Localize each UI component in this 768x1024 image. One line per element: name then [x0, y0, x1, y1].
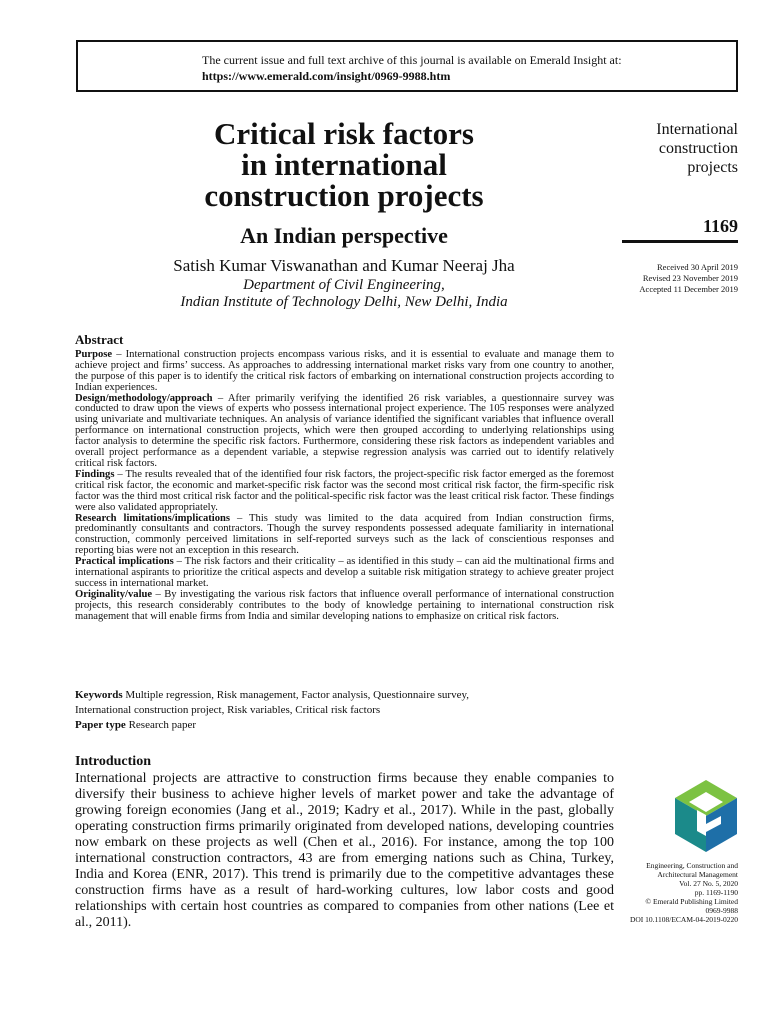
section-text: – By investigating the various risk factors that influence overall performance of international construction projects, this research considerably contributes to the body of knowledge pertaining to international construction risk management that will enable firms from India and similar developing nations to emphasize on critical risk factors. [75, 588, 614, 622]
received-date: Received 30 April 2019 [657, 262, 738, 272]
title-line: construction projects [204, 178, 484, 213]
abstract [75, 332, 615, 623]
title-line: Critical risk factors [214, 116, 474, 151]
journal-info-line: pp. 1169-1190 [694, 888, 738, 897]
journal-info-line: 0969-9988 [705, 906, 738, 915]
accepted-date: Accepted 11 December 2019 [639, 284, 738, 294]
keywords-text: Multiple regression, Risk management, Factor analysis, Questionnaire survey, [122, 689, 469, 701]
keywords-line: International construction project, Risk variables, Critical risk factors [75, 704, 381, 716]
keywords-block [75, 688, 614, 733]
article-title [150, 118, 538, 211]
introduction [75, 754, 614, 931]
running-title-line: construction [658, 140, 738, 157]
journal-info-line: DOI 10.1108/ECAM-04-2019-0220 [629, 915, 738, 924]
page-number-rule [622, 240, 738, 243]
running-title [598, 120, 738, 177]
section-label: Findings [75, 468, 115, 480]
abstract-limitations [75, 514, 614, 558]
paper-type-value: Research paper [125, 719, 197, 731]
running-title-line: projects [687, 159, 738, 176]
journal-info [588, 861, 738, 924]
section-label: Practical implications [75, 556, 174, 568]
keywords-line [75, 688, 614, 703]
article-subtitle: An Indian perspective [240, 223, 448, 248]
authors: Satish Kumar Viswanathan and Kumar Neeraj Jha [173, 256, 515, 275]
abstract-heading: Abstract [75, 332, 124, 347]
section-label: Design/methodology/approach [75, 392, 213, 404]
section-text: – After primarily verifying the identified 26 risk variables, a questionnaire survey was conducted to draw upon the views of experts who possess international project experience. The 105 responses were analyzed using univariate and multivariate techniques. An analysis of variance identified the significant variables that influence overall performance on international construction projects, which were then grouped according to underlying relationships using factor analysis to determine the specific risk factors. Furthermore, considering these risk factors as independent variables and overall project performance as a dependent variable, a stepwise regression analysis was carried out to identify relatively critical risk factors. [75, 392, 614, 469]
revised-date: Revised 23 November 2019 [642, 273, 738, 283]
affiliation-line: Indian Institute of Technology Delhi, New Delhi, India [180, 294, 508, 310]
affiliation-line: Department of Civil Engineering, [243, 277, 445, 293]
article-dates [578, 262, 738, 295]
journal-info-line: Vol. 27 No. 5, 2020 [679, 879, 738, 888]
section-text: – The results revealed that of the identified four risk factors, the project-specific risk factor emerged as the foremost critical risk factor, the economic and market-specific risk factor was the second most critical risk factor, the firm-specific risk factor was the third most critical risk factor and the political-specific risk factor was the least critical risk factor. These findings were also validated appropriately. [75, 468, 614, 513]
abstract-design [75, 394, 614, 470]
notice-url-link[interactable]: https://www.emerald.com/insight/0969-9988.htm [202, 69, 451, 83]
abstract-findings [75, 470, 614, 514]
section-text: – International construction projects encompass various risks, and it is essential to evaluate and manage them to achieve project and firms’ success. As approaches to addressing international market risks vary from one country to another, the purpose of this paper is to identify the critical risk factors of embarking on international construction projects according to Indian experiences. [75, 348, 614, 393]
journal-notice-box [76, 40, 738, 92]
section-label: Research limitations/implications [75, 512, 231, 524]
keywords-label: Keywords [75, 689, 123, 701]
section-label: Originality/value [75, 588, 153, 600]
section-text: – The risk factors and their criticality – as identified in this study – can aid the multinational firms and international aspirants to prioritize the critical aspects and develop a suitable risk mitigation strategy to achieve greater project success in international market. [75, 556, 615, 589]
section-text: – This study was limited to the data acquired from Indian construction firms, predominantly consultants and contractors. Though the survey respondents possessed adequate familiarity in international construction, commonly perceived limitations in self-reported surveys such as the lack of conscientious responses and reporting bias were not an exception in this research. [75, 512, 614, 557]
journal-info-line: © Emerald Publishing Limited [645, 897, 738, 906]
page-number: 1169 [702, 216, 738, 236]
journal-info-line: Engineering, Construction and [646, 861, 738, 870]
section-label: Purpose [75, 348, 113, 360]
journal-logo-icon [675, 780, 737, 852]
running-title-line: International [656, 121, 738, 138]
paper-type [75, 718, 614, 733]
abstract-purpose [75, 350, 614, 394]
introduction-text: International projects are attractive to construction firms because they enable companies to diversify their business to achieve higher levels of market power and take the advantage of growing foreign economies (Jang et al., 2019; Kadry et al., 2017). While in the past, globally operating construction firms primarily originated from developed nations, developing countries now embark on these projects as well (Chen et al., 2016). For instance, among the top 100 international construction contractors, 43 are from emerging nations such as China, Turkey, India and Korea (ENR, 2017). This trend is primarily due to the competitive advantages these construction firms have as a result of hard-working cultures, low labor costs and good relationships with certain host countries as compared to companies from other nations (Lee et al., 2011). [75, 771, 614, 930]
paper-type-label: Paper type [75, 719, 126, 731]
title-line: in international [241, 147, 447, 182]
abstract-originality [75, 590, 614, 623]
introduction-heading: Introduction [75, 754, 151, 769]
abstract-practical [75, 557, 614, 590]
journal-info-line: Architectural Management [657, 870, 738, 879]
notice-text: The current issue and full text archive of this journal is available on Emerald Insight at: [202, 53, 622, 67]
